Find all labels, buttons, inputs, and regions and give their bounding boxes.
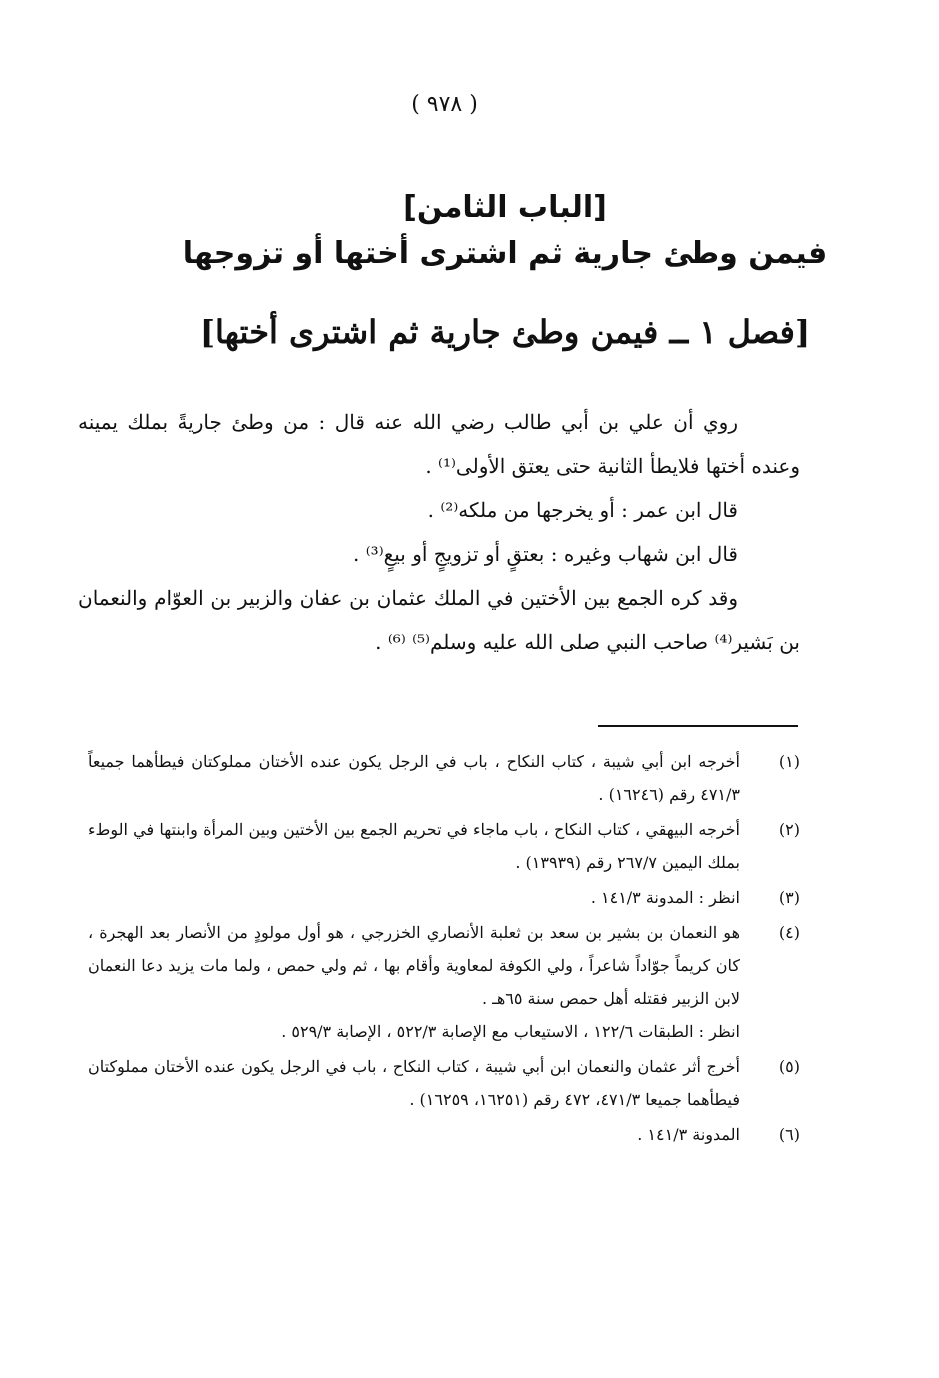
footnote-3 [88,881,800,914]
footnote-text: انظر : المدونة ١٤١/٣ . [590,888,740,907]
footnote-number: (١) [778,752,800,771]
body-paragraph-4: وقد كره الجمع بين الأختين في الملك عثمان بن عفان والزبير بن العوّام والنعمان بن بَشير⁽⁴⁾ صاحب النبي صلى الله عليه وسلم⁽⁵⁾ ⁽⁶⁾ . [78,586,800,654]
body-paragraph-1: روي أن علي بن أبي طالب رضي الله عنه قال : من وطئ جاريةً بملك يمينه وعنده أختها فلايطأ الثانية حتى يعتق الأولى⁽¹⁾ . [78,410,800,478]
footnote-text: أخرجه ابن أبي شيبة ، كتاب النكاح ، باب في الرجل يكون عنده الأختان مملوكتان فيطأهما جميعاً ٤٧١/٣ رقم (١٦٢٤٦) . [88,752,740,804]
section-title: [فصل ١ ــ فيمن وطئ جارية ثم اشترى أختها] [199,313,811,351]
footnote-text: أخرج أثر عثمان والنعمان ابن أبي شيبة ، كتاب النكاح ، باب في الرجل يكون عنده الأختان مملوكتان فيطأهما جميعا ٤٧١/٣، ٤٧٢ رقم (١٦٢٥١، ١٦٢٥٩) . [88,1057,741,1109]
footnote-5 [88,1050,800,1116]
body-paragraph-2: قال ابن عمر : أو يخرجها من ملكه⁽²⁾ . [427,498,738,522]
footnote-text: المدونة ١٤١/٣ . [637,1125,740,1144]
footnote-number: (٥) [778,1057,800,1076]
body-text [78,400,800,664]
footnote-text: أخرجه البيهقي ، كتاب النكاح ، باب ماجاء في تحريم الجمع بين الأختين وبين المرأة وابنتها في الوطء بملك اليمين ٢٦٧/٧ رقم (١٣٩٣٩) . [88,820,740,872]
footnote-4 [88,916,800,1048]
footnotes [88,745,800,1153]
footnote-divider [598,725,798,727]
footnote-number: (٣) [778,888,800,907]
footnote-number: (٦) [778,1125,800,1144]
chapter-subtitle: فيمن وطئ جارية ثم اشترى أختها أو تزوجها [182,236,828,271]
footnote-text: هو النعمان بن بشير بن سعد بن ثعلبة الأنصاري الخزرجي ، هو أول مولودٍ من الأنصار بعد الهجرة ، كان كريماً جوّاداً شاعراً ، ولي الكوفة لمعاوية وأقام بها ، ثم ولي حمص ، ولما مات يزيد دعا النعمان لابن الزبير فقتله أهل حمص سنة ٦٥هـ . [88,923,740,1008]
footnote-text-block [88,916,740,1048]
footnote-number: (٢) [778,820,800,839]
page-number: ( ٩٧٨ ) [411,92,478,117]
footnote-1 [88,745,800,811]
chapter-label: [الباب الثامن] [403,190,607,225]
footnote-6 [88,1118,800,1151]
footnote-2 [88,813,800,879]
footnote-reference: انظر : الطبقات ١٢٢/٦ ، الاستيعاب مع الإصابة ٥٢٢/٣ ، الإصابة ٥٢٩/٣ . [281,1022,740,1041]
footnote-number: (٤) [778,923,800,942]
body-paragraph-3: قال ابن شهاب وغيره : بعتقٍ أو تزويجٍ أو بيعٍ⁽³⁾ . [353,542,738,566]
